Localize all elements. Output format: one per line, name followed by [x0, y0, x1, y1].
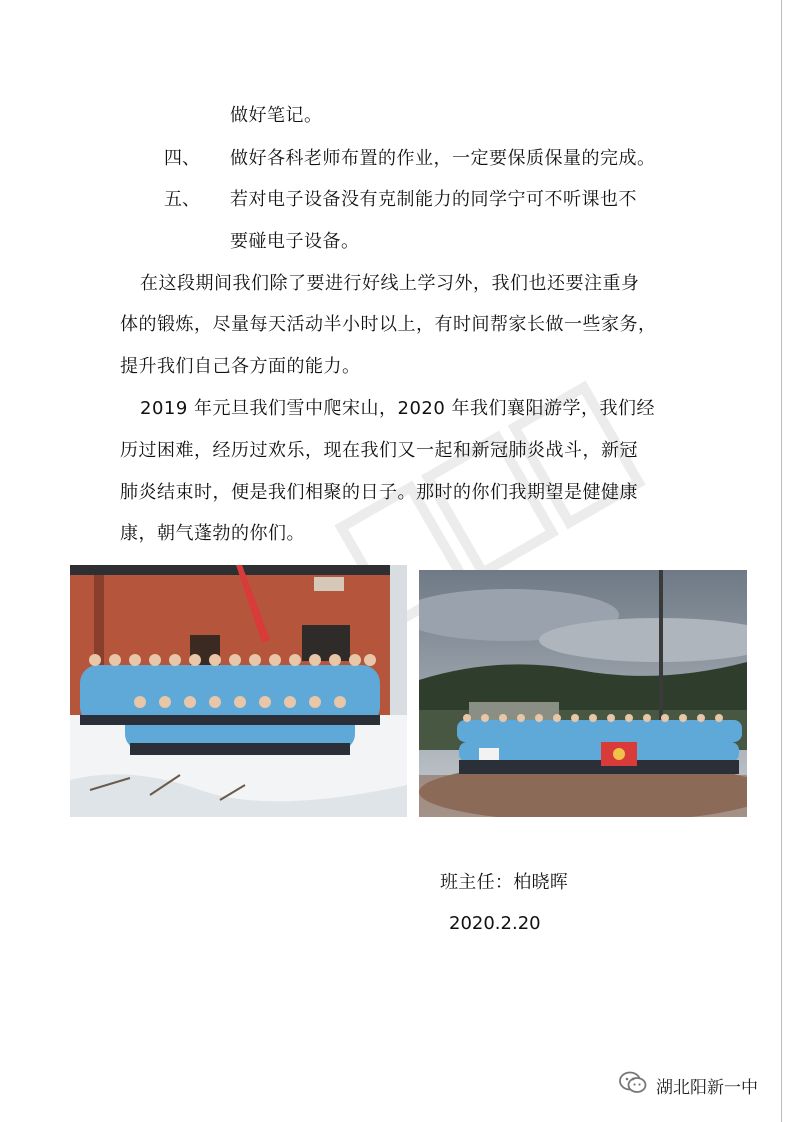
list-line: 要碰电子设备。 [230, 231, 360, 252]
paragraph-line: 康，朝气蓬勃的你们。 [120, 523, 305, 544]
outdoor-group-photo [419, 570, 747, 817]
paragraph-line: 肺炎结束时，便是我们相聚的日子。那时的你们我期望是健健康 [120, 482, 638, 503]
wechat-icon [618, 1070, 648, 1100]
teacher-signature: 班主任：柏晓晖 [440, 872, 569, 893]
paragraph-line: 2019 年元旦我们雪中爬宋山，2020 年我们襄阳游学，我们经 [140, 398, 656, 419]
wechat-brand[interactable] [618, 1070, 758, 1100]
list-line: 若对电子设备没有克制能力的同学宁可不听课也不 [230, 189, 637, 210]
paragraph-line: 历过困难，经历过欢乐，现在我们又一起和新冠肺炎战斗，新冠 [120, 440, 638, 461]
signature-date: 2020.2.20 [449, 913, 541, 934]
paragraph-line: 体的锻炼，尽量每天活动半小时以上，有时间帮家长做一些家务， [120, 314, 657, 335]
list-line: 做好笔记。 [230, 105, 323, 126]
page-edge [781, 0, 796, 1122]
paragraph-line: 提升我们自己各方面的能力。 [120, 356, 361, 377]
list-number: 四、 [164, 148, 200, 169]
list-line: 做好各科老师布置的作业，一定要保质保量的完成。 [230, 148, 656, 169]
paragraph-line: 在这段期间我们除了要进行好线上学习外，我们也还要注重身 [140, 273, 640, 294]
snow-group-photo [70, 565, 407, 817]
brand-name: 湖北阳新一中 [656, 1077, 758, 1098]
list-number: 五、 [164, 189, 200, 210]
